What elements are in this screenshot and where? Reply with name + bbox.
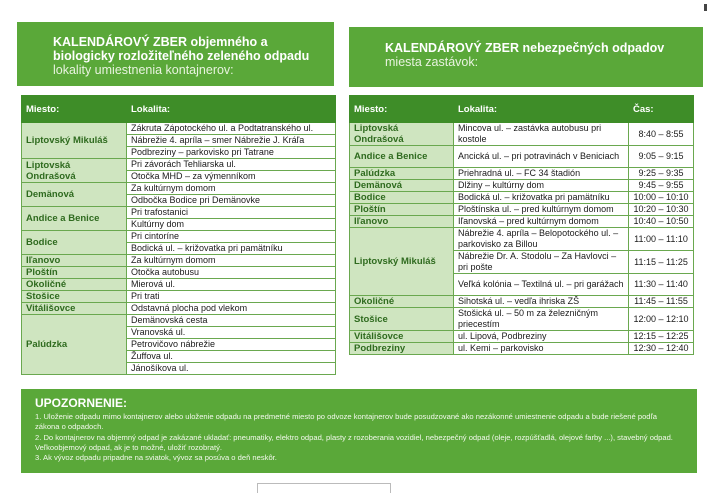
left-header <box>17 22 334 86</box>
table-row <box>350 228 694 251</box>
hazardous-stops-table <box>349 95 694 355</box>
notice-item-3: 3. Ak vývoz odpadu pripadne na sviatok, vývoz sa posúva o deň neskôr. <box>35 453 277 463</box>
town-cell: Demänová <box>350 180 454 192</box>
notice-item-2: 2. Do kontajnerov na objemný odpad je zakázané ukladať: pneumatiky, elektro odpad, plasty z rozoberania vozidiel, nebezpečný odpad (oleje, rozpúšťadlá, olejové farby ...), stavebný odpad. Veľkoobjemový odpad, ak je to možné, uložiť rozobratý. <box>35 432 673 452</box>
town-cell: Liptovská Ondrašová <box>22 159 127 183</box>
location-cell: Pri cintoríne <box>127 231 336 243</box>
left-header-subtitle: lokality umiestnenia kontajnerov: <box>53 63 234 77</box>
table-row <box>22 267 336 279</box>
town-cell: Liptovský Mikuláš <box>350 228 454 296</box>
stop-cell: Nábrežie Dr. A. Stodolu – Za Havlovci – pri pošte <box>454 251 629 274</box>
location-cell: Odbočka Bodice pri Demänovke <box>127 195 336 207</box>
stop-cell: Ancická ul. – pri potravinách v Beniciach <box>454 146 629 168</box>
right-header-title: KALENDÁROVÝ ZBER nebezpečných odpadov <box>385 41 665 55</box>
table-row <box>350 204 694 216</box>
location-cell: Petrovičovo nábrežie <box>127 339 336 351</box>
stop-cell: Bodická ul. – križovatka pri pamätníku <box>454 192 629 204</box>
location-cell: Podbreziny – parkovisko pri Tatrane <box>127 147 336 159</box>
time-cell: 12:30 – 12:40 <box>629 343 694 355</box>
notice-title: UPOZORNENIE: <box>35 396 128 410</box>
town-cell: Palúdzka <box>350 168 454 180</box>
town-cell: Iľanovo <box>350 216 454 228</box>
time-cell: 9:05 – 9:15 <box>629 146 694 168</box>
notice-item-1: 1. Uloženie odpadu mimo kontajnerov alebo uloženie odpadu na predmetné miesto po odvoze kontajnerov bude posudzované ako nezákonné umiestnenie odpadu a bude riešené podľa zákona o odpadoch. <box>35 412 657 432</box>
location-cell: Demänovská cesta <box>127 315 336 327</box>
town-cell: Liptovská Ondrašová <box>350 123 454 146</box>
stop-cell: Priehradná ul. – FC 34 štadión <box>454 168 629 180</box>
notice-box <box>21 389 697 473</box>
column-header-place: Miesto: <box>350 96 454 123</box>
column-header-location: Lokalita: <box>454 96 629 123</box>
location-cell: Mierová ul. <box>127 279 336 291</box>
town-cell: Iľanovo <box>22 255 127 267</box>
town-cell: Bodice <box>22 231 127 255</box>
time-cell: 10:00 – 10:10 <box>629 192 694 204</box>
stop-cell: Veľká kolónia – Textilná ul. – pri garážach <box>454 274 629 296</box>
table-row <box>350 216 694 228</box>
town-cell: Ploštín <box>350 204 454 216</box>
town-cell: Stošice <box>350 308 454 331</box>
time-cell: 9:45 – 9:55 <box>629 180 694 192</box>
stop-cell: ul. Lipová, Podbreziny <box>454 331 629 343</box>
time-cell: 11:00 – 11:10 <box>629 228 694 251</box>
right-header <box>349 27 703 87</box>
location-cell: Zákruta Zápotockého ul. a Podtatranského ul. <box>127 123 336 135</box>
table-row <box>350 146 694 168</box>
town-cell: Andice a Benice <box>22 207 127 231</box>
left-header-title: KALENDÁROVÝ ZBER objemného a biologicky rozložiteľného zeleného odpadu <box>53 35 310 63</box>
stop-cell: Ploštínska ul. – pred kultúrnym domom <box>454 204 629 216</box>
table-row <box>350 308 694 331</box>
town-cell: Ploštín <box>22 267 127 279</box>
location-cell: Za kultúrnym domom <box>127 183 336 195</box>
time-cell: 11:15 – 11:25 <box>629 251 694 274</box>
table-row <box>350 296 694 308</box>
time-cell: 11:30 – 11:40 <box>629 274 694 296</box>
time-cell: 10:40 – 10:50 <box>629 216 694 228</box>
stop-cell: Sihotská ul. – vedľa ihriska ZŠ <box>454 296 629 308</box>
stop-cell: Mincova ul. – zastávka autobusu pri kostole <box>454 123 629 146</box>
table-row <box>22 291 336 303</box>
location-cell: Odstavná plocha pod vlekom <box>127 303 336 315</box>
time-cell: 9:25 – 9:35 <box>629 168 694 180</box>
location-cell: Bodická ul. – križovatka pri pamätníku <box>127 243 336 255</box>
town-cell: Bodice <box>350 192 454 204</box>
location-cell: Pri závorách Tehliarska ul. <box>127 159 336 171</box>
table-row <box>22 159 336 171</box>
table-row <box>350 331 694 343</box>
town-cell: Demänová <box>22 183 127 207</box>
table-row <box>350 192 694 204</box>
location-cell: Kultúrny dom <box>127 219 336 231</box>
location-cell: Pri trafostanici <box>127 207 336 219</box>
table-row <box>22 303 336 315</box>
stop-cell: Iľanovská – pred kultúrnym domom <box>454 216 629 228</box>
town-cell: Vitálišovce <box>22 303 127 315</box>
time-cell: 10:20 – 10:30 <box>629 204 694 216</box>
location-cell: Otočka MHD – za výmenníkom <box>127 171 336 183</box>
stop-cell: Dlžiny – kultúrny dom <box>454 180 629 192</box>
stop-cell: Nábrežie 4. apríla – Belopotockého ul. – parkovisko za Billou <box>454 228 629 251</box>
table-row <box>350 168 694 180</box>
location-cell: Vranovská ul. <box>127 327 336 339</box>
town-cell: Okoličné <box>350 296 454 308</box>
table-row <box>22 279 336 291</box>
column-header-location: Lokalita: <box>127 96 336 123</box>
corner-mark <box>704 4 707 11</box>
town-cell: Vitálišovce <box>350 331 454 343</box>
table-row <box>22 231 336 243</box>
table-header-row <box>350 96 694 123</box>
town-cell: Stošice <box>22 291 127 303</box>
right-header-subtitle: miesta zastávok: <box>385 55 479 69</box>
stop-cell: ul. Kemi – parkovisko <box>454 343 629 355</box>
location-cell: Nábrežie 4. apríla – smer Nábrežie J. Kráľa <box>127 135 336 147</box>
town-cell: Andice a Benice <box>350 146 454 168</box>
town-cell: Podbreziny <box>350 343 454 355</box>
table-row <box>22 123 336 135</box>
table-header-row <box>22 96 336 123</box>
container-locations-table <box>21 95 336 375</box>
table-row <box>350 123 694 146</box>
column-header-place: Miesto: <box>22 96 127 123</box>
table-row <box>22 207 336 219</box>
location-cell: Za kultúrnym domom <box>127 255 336 267</box>
table-row <box>22 315 336 327</box>
time-cell: 8:40 – 8:55 <box>629 123 694 146</box>
time-cell: 11:45 – 11:55 <box>629 296 694 308</box>
table-row <box>22 255 336 267</box>
table-row <box>350 180 694 192</box>
location-cell: Jánošíkova ul. <box>127 363 336 375</box>
location-cell: Otočka autobusu <box>127 267 336 279</box>
column-header-time: Čas: <box>629 96 694 123</box>
town-cell: Liptovský Mikuláš <box>22 123 127 159</box>
time-cell: 12:15 – 12:25 <box>629 331 694 343</box>
table-row <box>22 183 336 195</box>
table-row <box>350 343 694 355</box>
town-cell: Okoličné <box>22 279 127 291</box>
stop-cell: Stošická ul. – 50 m za železničným priecestím <box>454 308 629 331</box>
location-cell: Žuffova ul. <box>127 351 336 363</box>
town-cell: Palúdzka <box>22 315 127 375</box>
time-cell: 12:00 – 12:10 <box>629 308 694 331</box>
location-cell: Pri trati <box>127 291 336 303</box>
